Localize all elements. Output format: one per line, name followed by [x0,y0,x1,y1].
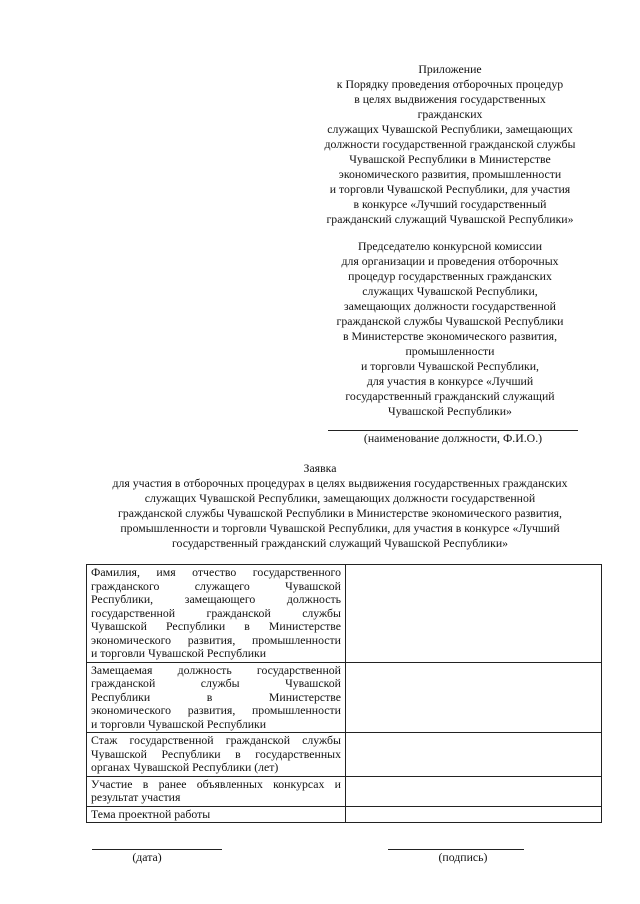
form-row-value-field[interactable] [346,806,602,823]
form-label-line [91,580,341,594]
form-label-line [91,566,341,580]
form-label-word: экономического [91,703,172,717]
form-label-word: государственной [129,733,214,747]
form-label-word: Министерстве [268,619,341,633]
addressee-line: в Министерстве экономического развития, [342,329,558,343]
form-label-line [91,620,341,634]
form-label-word: в [206,689,213,704]
form-label-word: служащего [194,578,250,593]
form-label-word: имя [156,565,176,579]
form-row-label [87,806,346,823]
form-label-word: государственной [91,605,176,620]
form-row-label [87,733,346,777]
form-label-word: Тема проектной работы [91,806,211,821]
form-row [87,565,602,663]
form-label-word: и торговли Чувашской Республики [91,716,267,731]
addressee-block [305,239,595,419]
appendix-line: Приложение [418,62,482,76]
form-label-word: должность [177,662,232,677]
form-label-word: ранее [158,776,187,791]
addressee-line: государственный гражданский служащий [345,389,555,403]
form-label-word: отчество [192,565,237,579]
form-label-word: промышленности [251,632,341,647]
date-caption: (дата) [132,850,162,864]
form-label-word: Чувашской [285,676,341,690]
form-label-line [91,791,341,805]
form-label-word: гражданской [206,605,271,620]
form-label-line [91,718,341,732]
addressee-line: гражданской службы Чувашской Республики [336,314,564,328]
form-row-label [87,776,346,806]
form-label-word: Республики [165,619,226,633]
appendix-line: должности государственной гражданской службы [324,137,576,151]
form-label-line [91,677,341,691]
form-row [87,662,602,733]
form-label-word: в [142,776,149,791]
form-row-label [87,565,346,663]
form-label-word: Министерстве [268,689,341,704]
application-text-line: государственный гражданский служащий Чувашской Республики» [171,536,509,550]
form-label-word: органах Чувашской Республики (лет) [91,760,279,774]
form-label-word: службы [200,676,240,690]
form-label-line [91,748,341,762]
form-row-label [87,662,346,733]
form-label-line [91,808,341,822]
form-label-word: службы [302,733,341,747]
form-row [87,776,602,806]
form-label-word: Стаж [91,733,118,747]
application-text-line: для участия в отборочных процедурах в целях выдвижения государственных гражданских [112,476,568,490]
form-label-word: Участие [91,776,133,791]
signature-caption: (подпись) [438,850,488,864]
application-text-line: промышленности и торговли Чувашской Республики, для участия в конкурсе «Лучший [120,521,560,535]
form-label-line [91,607,341,621]
form-label-line [91,761,341,775]
form-label-word: объявленных [196,776,263,791]
application-text-line: гражданской службы Чувашской Республики в Министерстве экономического развития, [118,506,562,520]
appendix-line: и торговли Чувашской Республики, для участия [329,182,571,196]
appendix-line: гражданский служащий Чувашской Республики» [326,212,574,226]
application-title: Заявка [303,461,337,475]
application-text-line: служащих Чувашской Республики, замещающих должности государственной [144,491,536,505]
form-label-word: государственного [252,565,341,579]
addressee-line: для участия в конкурсе «Лучший [366,374,534,388]
appendix-line: служащих Чувашской Республики, замещающих [327,122,573,136]
addressee-line: промышленности [405,344,495,358]
form-label-word: в [244,619,250,633]
form-row-value-field[interactable] [346,776,602,806]
addressee-line: служащих Чувашской Республики, [362,284,538,298]
form-label-word: гражданской [225,733,291,747]
addressee-line: для организации и проведения отборочных [341,254,559,268]
form-label-word: государственных [255,746,341,761]
appendix-line: экономического развития, промышленности [338,167,562,181]
form-label-line [91,593,341,607]
form-label-word: службы [302,605,341,620]
form-label-word: Фамилия, [91,565,140,579]
form-label-line [91,691,341,705]
form-label-word: Чувашской [91,746,147,761]
form-label-line [91,664,341,678]
form-row [87,806,602,823]
appendix-line: Чувашской Республики в Министерстве [349,152,551,166]
form-label-word: конкурсах [273,776,325,791]
form-label-line [91,634,341,648]
form-label-word: должность [286,592,341,606]
form-label-word: гражданского [91,578,160,593]
form-label-word: экономического [91,632,172,647]
form-label-line [91,734,341,748]
form-label-word: развития, [187,632,236,647]
addressee-line: и торговли Чувашской Республики, [360,359,540,373]
form-label-line [91,704,341,718]
form-label-word: Республики, [91,592,154,606]
form-label-word: Чувашской [285,578,341,593]
application-form-table [86,564,602,823]
form-label-word: в [235,746,241,761]
form-row-value-field[interactable] [346,733,602,777]
appendix-line: в целях выдвижения государственных [354,92,546,106]
form-label-line [91,647,341,661]
name-caption: (наименование должности, Ф.И.О.) [363,431,543,445]
addressee-line: Чувашской Республики» [388,404,512,418]
form-label-word: промышленности [251,703,341,717]
form-label-word: замещающего [184,592,256,606]
form-label-word: результат участия [91,790,181,804]
form-row-value-field[interactable] [346,565,602,663]
appendix-line: в конкурсе «Лучший государственный [353,197,547,211]
form-label-word: Республики [91,689,151,704]
appendix-line: к Порядку проведения отборочных процедур [336,77,564,91]
addressee-line: Председателю конкурсной комиссии [357,239,543,253]
form-label-word: государственной [256,662,341,677]
addressee-line: замещающих должности государственной [344,299,556,313]
appendix-line: гражданских [417,107,483,121]
appendix-header [300,62,600,227]
form-label-word: гражданской [91,676,156,690]
application-description [75,476,605,551]
form-label-word: Замещаемая [91,662,153,677]
form-row-value-field[interactable] [346,662,602,733]
form-label-word: и торговли Чувашской Республики [91,646,267,660]
addressee-line: процедур государственных гражданских [348,269,552,283]
form-label-line [91,778,341,792]
form-label-word: Чувашской [91,619,147,633]
form-label-word: развития, [187,703,236,717]
form-label-word: Республики [161,746,221,761]
form-label-word: и [334,776,341,791]
form-row [87,733,602,777]
